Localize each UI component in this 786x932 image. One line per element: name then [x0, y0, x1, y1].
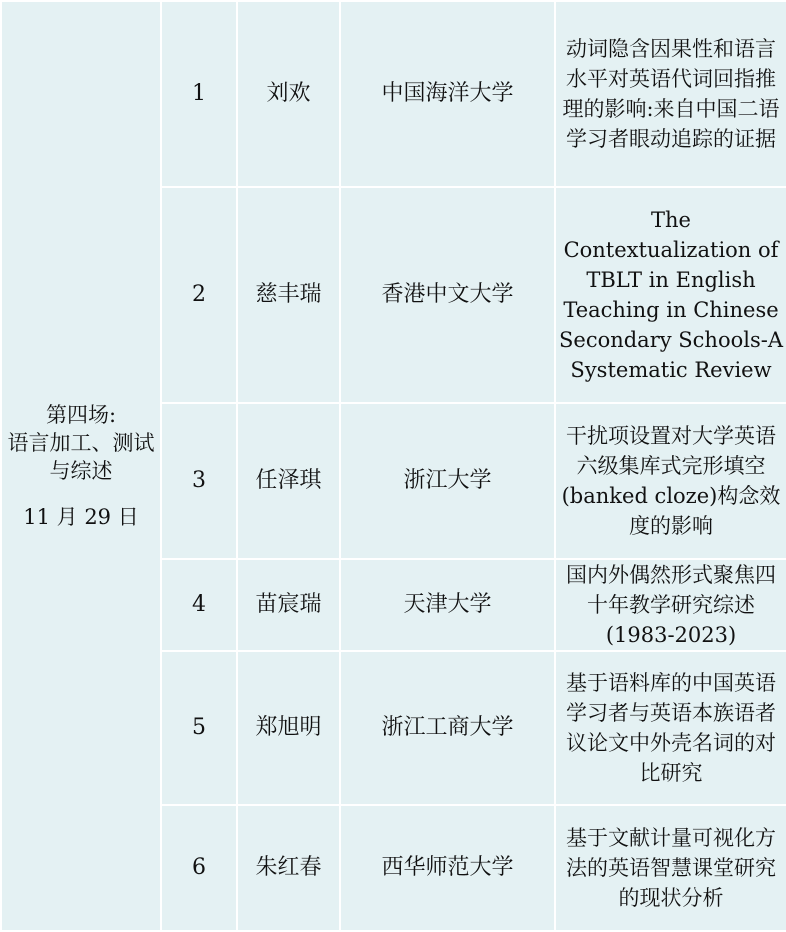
presenter-university: 浙江工商大学	[340, 651, 555, 805]
paper-title: 国内外偶然形式聚焦四十年教学研究综述(1983-2023)	[555, 559, 786, 651]
row-number: 5	[161, 651, 237, 805]
presenter-name: 朱红春	[237, 805, 340, 931]
presenter-university: 中国海洋大学	[340, 1, 555, 187]
paper-title: 基于文献计量可视化方法的英语智慧课堂研究的现状分析	[555, 805, 786, 931]
paper-title: 干扰项设置对大学英语六级集库式完形填空(banked cloze)构念效度的影响	[555, 403, 786, 559]
row-number: 1	[161, 1, 237, 187]
row-number: 2	[161, 187, 237, 403]
presenter-name: 任泽琪	[237, 403, 340, 559]
row-number: 4	[161, 559, 237, 651]
presenter-name: 苗宸瑞	[237, 559, 340, 651]
session-cell	[1, 1, 161, 931]
presenter-name: 郑旭明	[237, 651, 340, 805]
session-date: 11 月 29 日	[23, 505, 139, 529]
presenter-name: 慈丰瑞	[237, 187, 340, 403]
paper-title: The Contextualization of TBLT in English Teaching in Chinese Secondary Schools-A Systematic Review	[555, 187, 786, 403]
presenter-university: 西华师范大学	[340, 805, 555, 931]
presenter-university: 香港中文大学	[340, 187, 555, 403]
presenter-name: 刘欢	[237, 1, 340, 187]
paper-title: 基于语料库的中国英语学习者与英语本族语者议论文中外壳名词的对比研究	[555, 651, 786, 805]
paper-title: 动词隐含因果性和语言水平对英语代词回指推理的影响:来自中国二语学习者眼动追踪的证据	[555, 1, 786, 187]
session-name: 第四场: 语言加工、测试与综述	[7, 403, 155, 483]
presenter-university: 浙江大学	[340, 403, 555, 559]
presenter-university: 天津大学	[340, 559, 555, 651]
row-number: 6	[161, 805, 237, 931]
row-number: 3	[161, 403, 237, 559]
table-row	[1, 1, 786, 187]
